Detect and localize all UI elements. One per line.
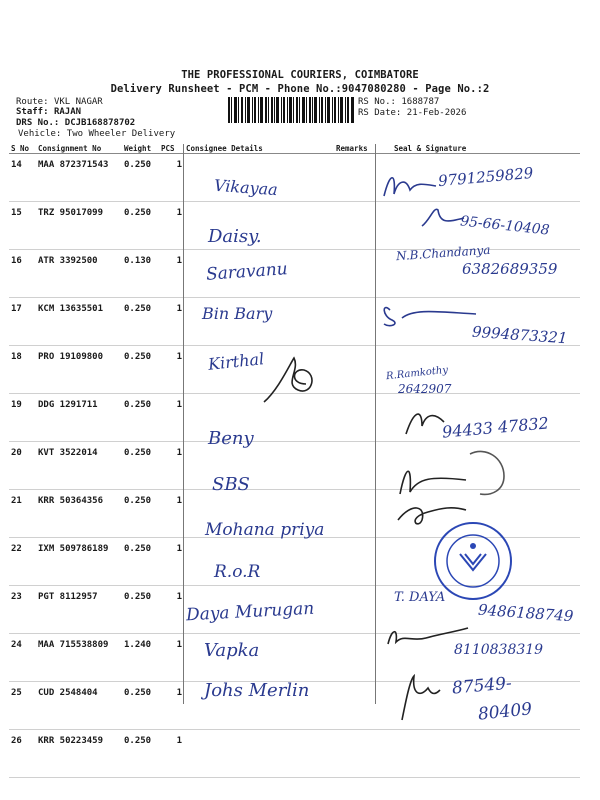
handwritten-consignee: Bin Bary — [202, 304, 273, 323]
row-weight: 1.240 — [122, 634, 159, 682]
row-consignment-no: TRZ 95017099 — [36, 202, 122, 250]
handwritten-consignee: Saravanu — [205, 259, 289, 285]
signature-scribble — [418, 200, 468, 234]
row-remarks — [334, 490, 392, 538]
column-divider — [183, 144, 184, 704]
row-weight: 0.250 — [122, 442, 159, 490]
row-pcs: 1 — [159, 202, 184, 250]
handwritten-note: 9994873321 — [471, 322, 568, 348]
rs-no-value: 1688787 — [401, 97, 440, 107]
row-pcs: 1 — [159, 298, 184, 346]
row-consignment-no: IXM 509786189 — [36, 538, 122, 586]
row-remarks — [334, 730, 392, 778]
row-sno: 14 — [9, 154, 36, 202]
row-sno: 23 — [9, 586, 36, 634]
handwritten-note: 95-66-10408 — [459, 213, 551, 239]
rs-date-line — [358, 108, 466, 118]
row-weight: 0.250 — [122, 394, 159, 442]
row-remarks — [334, 250, 392, 298]
row-consignment-no: MAA 715538809 — [36, 634, 122, 682]
row-remarks — [334, 394, 392, 442]
handwritten-note: 9791259829 — [437, 163, 535, 191]
rs-date-label: RS Date: — [358, 108, 402, 118]
col-remarks: Remarks — [334, 144, 392, 154]
row-weight: 0.250 — [122, 538, 159, 586]
handwritten-consignee: Vapka — [204, 640, 260, 661]
col-weight: Weight — [122, 144, 159, 154]
route-label: Route: — [16, 97, 49, 107]
row-pcs: 1 — [159, 586, 184, 634]
row-sno: 18 — [9, 346, 36, 394]
handwritten-note: 94433 47832 — [441, 413, 550, 442]
signature-scribble — [382, 622, 472, 652]
row-consignment-no: KCM 13635501 — [36, 298, 122, 346]
post-office-seal — [432, 520, 514, 602]
row-weight: 0.250 — [122, 298, 159, 346]
route-value: VKL NAGAR — [53, 97, 103, 107]
col-seal: Seal & Signature — [392, 144, 580, 154]
row-sno: 21 — [9, 490, 36, 538]
row-consignment-no: MAA 872371543 — [36, 154, 122, 202]
handwritten-consignee: Daya Murugan — [185, 598, 315, 626]
vehicle-label: Vehicle: — [18, 129, 62, 139]
rs-no-line — [358, 97, 439, 107]
row-pcs: 1 — [159, 730, 184, 778]
route-line — [16, 97, 103, 107]
row-remarks — [334, 346, 392, 394]
company-title: THE PROFESSIONAL COURIERS, COIMBATORE — [181, 69, 419, 81]
handwritten-consignee: Vikayaa — [213, 175, 279, 200]
handwritten-note: 6382689359 — [462, 260, 558, 278]
row-pcs: 1 — [159, 634, 184, 682]
row-weight: 0.130 — [122, 250, 159, 298]
signature-scribble — [254, 350, 324, 410]
signature-scribble — [400, 404, 450, 442]
staff-value: RAJAN — [53, 107, 82, 117]
row-sno: 22 — [9, 538, 36, 586]
row-weight: 0.250 — [122, 730, 159, 778]
row-consignment-no: CUD 2548404 — [36, 682, 122, 730]
row-pcs: 1 — [159, 394, 184, 442]
row-seal-signature — [392, 730, 580, 778]
table-row — [9, 730, 580, 778]
rs-date-value: 21-Feb-2026 — [406, 108, 467, 118]
col-pcs: PCS — [159, 144, 184, 154]
handwritten-note: 2642907 — [398, 382, 452, 396]
col-consignment: Consignment No — [36, 144, 122, 154]
runsheet-subtitle: Delivery Runsheet - PCM - Phone No.:9047080280 - Page No.:2 — [110, 83, 490, 95]
row-sno: 20 — [9, 442, 36, 490]
handwritten-note: N.B.Chandanya — [395, 242, 491, 264]
handwritten-consignee: SBS — [212, 474, 250, 495]
row-pcs: 1 — [159, 346, 184, 394]
row-pcs: 1 — [159, 250, 184, 298]
row-weight: 0.250 — [122, 346, 159, 394]
col-consignee: Consignee Details — [184, 144, 334, 154]
barcode — [228, 97, 354, 123]
row-pcs: 1 — [159, 682, 184, 730]
table-header-row — [9, 144, 580, 154]
staff-label: Staff: — [16, 107, 49, 117]
handwritten-consignee: Mohana priya — [205, 520, 325, 540]
row-consignee — [184, 442, 334, 490]
row-sno: 24 — [9, 634, 36, 682]
row-consignment-no: KRR 50223459 — [36, 730, 122, 778]
row-sno: 25 — [9, 682, 36, 730]
drs-value: DCJB168878702 — [64, 118, 136, 128]
row-remarks — [334, 202, 392, 250]
partial-seal — [466, 448, 508, 498]
row-sno: 16 — [9, 250, 36, 298]
row-consignment-no: ATR 3392500 — [36, 250, 122, 298]
row-sno: 15 — [9, 202, 36, 250]
handwritten-note: 9486188749 — [477, 600, 574, 626]
row-consignment-no: DDG 1291711 — [36, 394, 122, 442]
row-consignee — [184, 730, 334, 778]
row-weight: 0.250 — [122, 154, 159, 202]
vehicle-value: Two Wheeler Delivery — [66, 129, 176, 139]
row-pcs: 1 — [159, 154, 184, 202]
row-sno: 26 — [9, 730, 36, 778]
handwritten-consignee: Johs Merlin — [204, 680, 310, 701]
handwritten-note: T. DAYA — [394, 590, 446, 605]
row-pcs: 1 — [159, 538, 184, 586]
row-consignment-no: KVT 3522014 — [36, 442, 122, 490]
row-remarks — [334, 682, 392, 730]
handwritten-consignee: R.o.R — [214, 562, 261, 582]
vehicle-line — [18, 129, 175, 139]
row-pcs: 1 — [159, 490, 184, 538]
handwritten-note: 8110838319 — [454, 642, 544, 658]
row-consignment-no: PRO 19109800 — [36, 346, 122, 394]
drs-line — [16, 118, 135, 128]
column-divider — [375, 144, 376, 704]
drs-label: DRS No.: — [16, 118, 60, 128]
row-remarks — [334, 538, 392, 586]
row-remarks — [334, 442, 392, 490]
row-pcs: 1 — [159, 442, 184, 490]
signature-scribble — [392, 670, 444, 726]
row-weight: 0.250 — [122, 490, 159, 538]
handwritten-consignee: Daisy. — [208, 226, 262, 247]
row-consignment-no: PGT 8112957 — [36, 586, 122, 634]
row-weight: 0.250 — [122, 682, 159, 730]
row-weight: 0.250 — [122, 202, 159, 250]
handwritten-consignee: Kirthal — [207, 349, 265, 374]
handwritten-consignee: Beny — [208, 428, 254, 449]
handwritten-note: R.Ramkothy — [385, 364, 449, 383]
row-consignment-no: KRR 50364356 — [36, 490, 122, 538]
handwritten-note: 80409 — [477, 699, 533, 725]
rs-no-label: RS No.: — [358, 97, 396, 107]
signature-scribble — [380, 298, 480, 332]
row-sno: 17 — [9, 298, 36, 346]
row-sno: 19 — [9, 394, 36, 442]
col-sno: S No — [9, 144, 36, 154]
row-weight: 0.250 — [122, 586, 159, 634]
staff-line — [16, 107, 81, 117]
handwritten-note: 87549- — [451, 673, 513, 699]
